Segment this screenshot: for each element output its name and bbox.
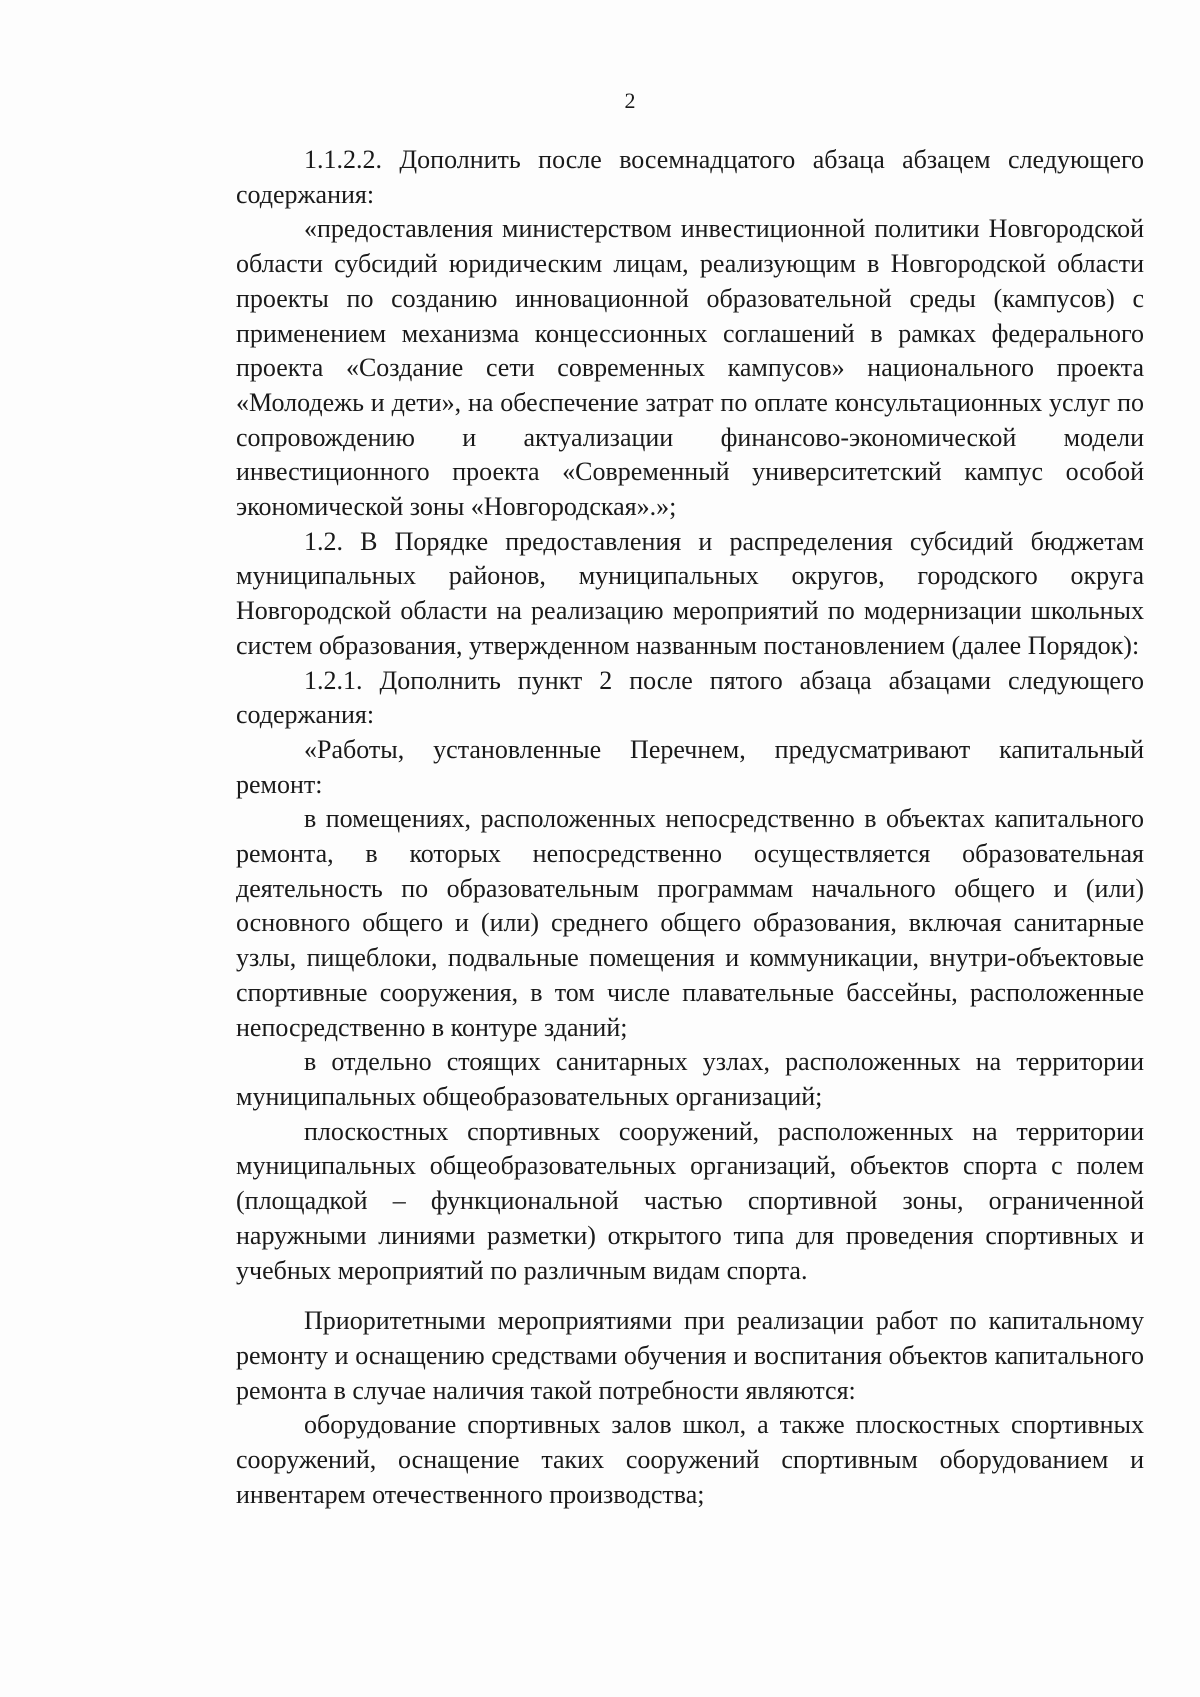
paragraph-1-2-1: 1.2.1. Дополнить пункт 2 после пятого абзаца абзацами следующего содержания: [236,665,1144,730]
paragraph-1-1-2-2: 1.1.2.2. Дополнить после восемнадцатого абзаца абзацем следующего содержания: [236,145,1144,209]
paragraph-1-2: 1.2. В Порядке предоставления и распределения субсидий бюджетам муниципальных районов, муниципальных округов, городского округа Новгородской области на реализацию мероприятий по модернизации школьных систем образования, утвержденном названным постановлением (далее Порядок): [236,526,1144,660]
paragraph-premises: в помещениях, расположенных непосредственно в объектах капитального ремонта, в которых непосредственно осуществляется образовательная деятельность по образовательным программам начального общего и (или) основного общего и (или) среднего общего образования, включая санитарные узлы, пищеблоки, подвальные помещения и коммуникации, внутри-объектовые спортивные сооружения, в том числе плавательные бассейны, расположенные непосредственно в контуре зданий; [236,804,1144,1042]
paragraph-sports-halls: оборудование спортивных залов школ, а также плоскостных спортивных сооружений, оснащение таких сооружений спортивным оборудованием и инвентарем отечественного производства; [236,1410,1144,1509]
page-number: 2 [624,88,636,113]
paragraph-works-quote: «Работы, установленные Перечнем, предусматривают капитальный ремонт: [236,734,1144,799]
document-body [236,143,1144,1512]
paragraph-sports-facilities: плоскостных спортивных сооружений, расположенных на территории муниципальных общеобразовательных организаций, объектов спорта с полем (площадкой – функциональной частью спортивной зоны, ограниченной наружными линиями разметки) открытого типа для проведения спортивных и учебных мероприятий по различным видам спорта. [236,1116,1144,1285]
paragraph-sanitary-units: в отдельно стоящих санитарных узлах, расположенных на территории муниципальных общеобразовательных организаций; [236,1047,1144,1111]
paragraph-priority-measures: Приоритетными мероприятиями при реализации работ по капитальному ремонту и оснащению средствами обучения и воспитания объектов капитального ремонта в случае наличия такой потребности являются: [236,1306,1144,1405]
paragraph-subsidy-quote: «предоставления министерством инвестиционной политики Новгородской области субсидий юридическим лицам, реализующим в Новгородской области проекты по созданию инновационной образовательной среды (кампусов) с применением механизма концессионных соглашений в рамках федерального проекта «Создание сети современных кампусов» национального проекта «Молодежь и дети», на обеспечение затрат по оплате консультационных услуг по сопровождению и актуализации финансово-экономической модели инвестиционного проекта «Современный университетский кампус особой экономической зоны «Новгородская».»; [236,214,1144,522]
